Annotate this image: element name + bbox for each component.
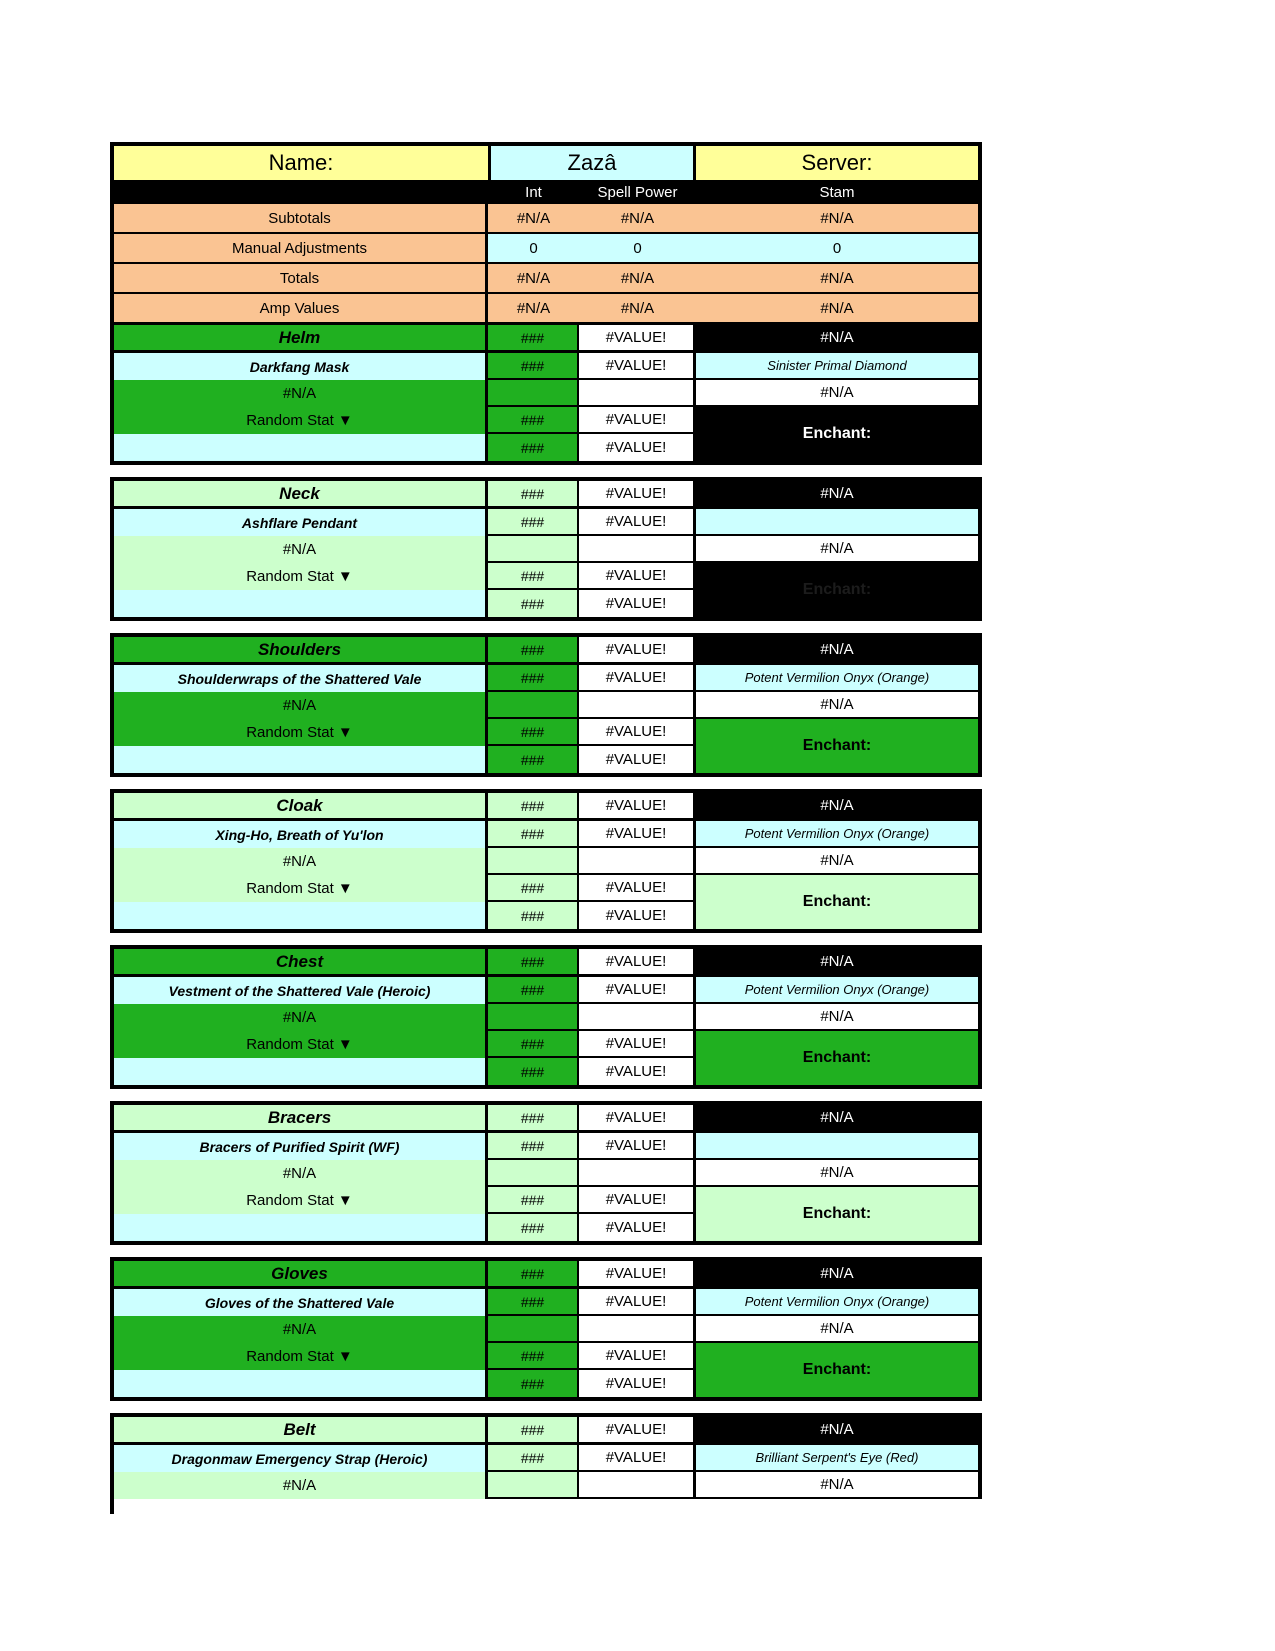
spell-power-empty-cell (579, 380, 696, 407)
spell-power-cell: #VALUE! (579, 563, 696, 590)
int-cell: ### (488, 1031, 579, 1058)
na-value-cell: #N/A (696, 1004, 978, 1031)
stam-cell: #N/A (696, 793, 978, 821)
stam-cell: #N/A (696, 325, 978, 353)
enchant-cell[interactable]: Enchant: (696, 875, 978, 929)
item-name-cell[interactable]: Xing-Ho, Breath of Yu'lon (114, 821, 488, 848)
section-title: Chest (114, 949, 488, 977)
spell-power-cell: #VALUE! (579, 949, 696, 977)
gear-section-helm (114, 325, 978, 461)
spell-power-cell: #VALUE! (579, 902, 696, 929)
na-value-cell: #N/A (696, 1472, 978, 1499)
random-stat-dropdown[interactable]: Random Stat ▼ (114, 1031, 488, 1058)
blank-cell[interactable] (114, 1058, 488, 1085)
int-cell: ### (488, 1370, 579, 1397)
int-empty-cell (488, 1316, 579, 1343)
int-cell: ### (488, 1058, 579, 1085)
item-name-cell[interactable]: Ashflare Pendant (114, 509, 488, 536)
blank-cell[interactable] (114, 1370, 488, 1397)
int-cell: ### (488, 875, 579, 902)
section-title: Belt (114, 1417, 488, 1445)
gem-cell[interactable]: Brilliant Serpent's Eye (Red) (696, 1445, 978, 1472)
spell-power-cell: #VALUE! (579, 407, 696, 434)
blank-cell[interactable] (114, 1214, 488, 1241)
blank-cell[interactable] (114, 746, 488, 773)
int-cell: ### (488, 563, 579, 590)
column-header-int: Int (525, 183, 542, 201)
na-label-cell: #N/A (114, 1472, 488, 1499)
spell-power-empty-cell (579, 1160, 696, 1187)
int-empty-cell (488, 1160, 579, 1187)
blank-cell[interactable] (114, 434, 488, 461)
spell-power-empty-cell (579, 692, 696, 719)
spell-power-cell: #VALUE! (579, 977, 696, 1004)
gem-cell[interactable]: Potent Vermilion Onyx (Orange) (696, 821, 978, 848)
spell-power-cell: #VALUE! (579, 1058, 696, 1085)
summary-value-cell[interactable]: 0 (488, 234, 579, 262)
stat-columns-header (114, 180, 978, 204)
int-empty-cell (488, 380, 579, 407)
section-title: Cloak (114, 793, 488, 821)
spell-power-cell: #VALUE! (579, 746, 696, 773)
summary-row (114, 292, 978, 322)
summary-value-cell: #N/A (579, 264, 696, 292)
na-label-cell: #N/A (114, 1160, 488, 1187)
na-label-cell: #N/A (114, 692, 488, 719)
int-cell: ### (488, 1261, 579, 1289)
int-cell: ### (488, 1133, 579, 1160)
int-cell: ### (488, 637, 579, 665)
na-value-cell: #N/A (696, 848, 978, 875)
enchant-cell[interactable]: Enchant: (696, 1343, 978, 1397)
column-header-stam: Stam (819, 183, 855, 201)
item-name-cell[interactable]: Vestment of the Shattered Vale (Heroic) (114, 977, 488, 1004)
int-cell: ### (488, 407, 579, 434)
section-title: Gloves (114, 1261, 488, 1289)
na-label-cell: #N/A (114, 536, 488, 563)
na-value-cell: #N/A (696, 1160, 978, 1187)
enchant-cell[interactable]: Enchant: (696, 1031, 978, 1085)
summary-value-cell: #N/A (696, 294, 978, 322)
enchant-cell[interactable]: Enchant: (696, 1187, 978, 1241)
summary-value-cell[interactable]: 0 (696, 234, 978, 262)
stam-cell: #N/A (696, 1417, 978, 1445)
gear-section-chest (110, 945, 982, 1089)
int-empty-cell (488, 692, 579, 719)
column-header-spell-power: Spell Power (597, 183, 678, 201)
int-cell: ### (488, 353, 579, 380)
summary-value-cell: #N/A (488, 294, 579, 322)
spell-power-cell: #VALUE! (579, 325, 696, 353)
gear-section-bracers (110, 1101, 982, 1245)
stam-cell: #N/A (696, 1261, 978, 1289)
int-empty-cell (488, 536, 579, 563)
random-stat-dropdown[interactable]: Random Stat ▼ (114, 719, 488, 746)
summary-row-label: Subtotals (114, 204, 488, 232)
item-name-cell[interactable]: Darkfang Mask (114, 353, 488, 380)
int-cell: ### (488, 1289, 579, 1316)
gear-section-gloves (110, 1257, 982, 1401)
gear-section-neck (110, 477, 982, 621)
spell-power-cell: #VALUE! (579, 1133, 696, 1160)
enchant-cell[interactable]: Enchant: (696, 719, 978, 773)
item-name-cell[interactable]: Bracers of Purified Spirit (WF) (114, 1133, 488, 1160)
blank-cell[interactable] (114, 590, 488, 617)
summary-row-label: Manual Adjustments (114, 234, 488, 262)
int-cell: ### (488, 481, 579, 509)
gear-section-cloak (110, 789, 982, 933)
spell-power-cell: #VALUE! (579, 1105, 696, 1133)
summary-value-cell: #N/A (579, 204, 696, 232)
summary-block (110, 142, 982, 465)
enchant-cell[interactable]: Enchant: (696, 407, 978, 461)
summary-value-cell[interactable]: 0 (579, 234, 696, 262)
spell-power-cell: #VALUE! (579, 434, 696, 461)
summary-value-cell: #N/A (696, 204, 978, 232)
random-stat-dropdown[interactable]: Random Stat ▼ (114, 875, 488, 902)
random-stat-dropdown[interactable]: Random Stat ▼ (114, 563, 488, 590)
section-title: Shoulders (114, 637, 488, 665)
stat-sheet (110, 142, 982, 1514)
summary-row-label: Amp Values (114, 294, 488, 322)
name-row (114, 146, 978, 180)
na-value-cell: #N/A (696, 692, 978, 719)
int-empty-cell (488, 848, 579, 875)
spell-power-cell: #VALUE! (579, 1261, 696, 1289)
spell-power-cell: #VALUE! (579, 665, 696, 692)
na-label-cell: #N/A (114, 380, 488, 407)
int-cell: ### (488, 509, 579, 536)
summary-row (114, 232, 978, 262)
section-title: Helm (114, 325, 488, 353)
summary-row (114, 204, 978, 232)
server-label-cell: Server: (696, 146, 978, 180)
int-cell: ### (488, 821, 579, 848)
na-value-cell: #N/A (696, 1316, 978, 1343)
na-label-cell: #N/A (114, 1004, 488, 1031)
gem-cell[interactable]: Sinister Primal Diamond (696, 353, 978, 380)
int-cell: ### (488, 1417, 579, 1445)
gem-cell[interactable]: Potent Vermilion Onyx (Orange) (696, 977, 978, 1004)
spell-power-cell: #VALUE! (579, 1445, 696, 1472)
spell-power-cell: #VALUE! (579, 481, 696, 509)
spell-power-cell: #VALUE! (579, 875, 696, 902)
spell-power-cell: #VALUE! (579, 353, 696, 380)
int-empty-cell (488, 1472, 579, 1499)
summary-row (114, 262, 978, 292)
summary-value-cell: #N/A (488, 204, 579, 232)
gem-cell[interactable]: Potent Vermilion Onyx (Orange) (696, 665, 978, 692)
int-cell: ### (488, 902, 579, 929)
random-stat-dropdown[interactable]: Random Stat ▼ (114, 1187, 488, 1214)
spell-power-cell: #VALUE! (579, 509, 696, 536)
int-cell: ### (488, 325, 579, 353)
int-cell: ### (488, 746, 579, 773)
spell-power-cell: #VALUE! (579, 590, 696, 617)
summary-value-cell: #N/A (696, 264, 978, 292)
enchant-cell[interactable]: Enchant: (696, 563, 978, 617)
spell-power-cell: #VALUE! (579, 793, 696, 821)
stam-cell: #N/A (696, 1105, 978, 1133)
section-title: Neck (114, 481, 488, 509)
int-cell: ### (488, 1214, 579, 1241)
gear-section-belt (110, 1413, 982, 1499)
int-cell: ### (488, 665, 579, 692)
table-border-stub (110, 1499, 114, 1514)
random-stat-dropdown[interactable]: Random Stat ▼ (114, 407, 488, 434)
random-stat-dropdown[interactable]: Random Stat ▼ (114, 1343, 488, 1370)
item-name-cell[interactable]: Dragonmaw Emergency Strap (Heroic) (114, 1445, 488, 1472)
int-cell: ### (488, 590, 579, 617)
spell-power-cell: #VALUE! (579, 1417, 696, 1445)
spell-power-cell: #VALUE! (579, 1214, 696, 1241)
blank-cell[interactable] (114, 902, 488, 929)
summary-value-cell: #N/A (488, 264, 579, 292)
stam-cell: #N/A (696, 481, 978, 509)
int-cell: ### (488, 1187, 579, 1214)
item-name-cell[interactable]: Shoulderwraps of the Shattered Vale (114, 665, 488, 692)
spell-power-empty-cell (579, 1004, 696, 1031)
int-cell: ### (488, 977, 579, 1004)
stam-cell: #N/A (696, 949, 978, 977)
spell-power-cell: #VALUE! (579, 821, 696, 848)
spell-power-cell: #VALUE! (579, 1370, 696, 1397)
summary-row-label: Totals (114, 264, 488, 292)
int-cell: ### (488, 719, 579, 746)
na-label-cell: #N/A (114, 1316, 488, 1343)
spell-power-empty-cell (579, 848, 696, 875)
int-cell: ### (488, 793, 579, 821)
spell-power-cell: #VALUE! (579, 1289, 696, 1316)
spell-power-cell: #VALUE! (579, 1343, 696, 1370)
spell-power-empty-cell (579, 1472, 696, 1499)
spell-power-empty-cell (579, 536, 696, 563)
stam-cell: #N/A (696, 637, 978, 665)
int-cell: ### (488, 1343, 579, 1370)
int-cell: ### (488, 949, 579, 977)
int-cell: ### (488, 1105, 579, 1133)
gem-cell[interactable] (696, 509, 978, 536)
summary-value-cell: #N/A (579, 294, 696, 322)
section-title: Bracers (114, 1105, 488, 1133)
spell-power-cell: #VALUE! (579, 1031, 696, 1058)
item-name-cell[interactable]: Gloves of the Shattered Vale (114, 1289, 488, 1316)
gem-cell[interactable] (696, 1133, 978, 1160)
name-label-cell: Name: (114, 146, 488, 180)
gear-section-shoulders (110, 633, 982, 777)
gem-cell[interactable]: Potent Vermilion Onyx (Orange) (696, 1289, 978, 1316)
spell-power-cell: #VALUE! (579, 1187, 696, 1214)
int-cell: ### (488, 434, 579, 461)
na-label-cell: #N/A (114, 848, 488, 875)
columns-header-spacer (114, 180, 488, 204)
na-value-cell: #N/A (696, 536, 978, 563)
spell-power-empty-cell (579, 1316, 696, 1343)
na-value-cell: #N/A (696, 380, 978, 407)
spell-power-cell: #VALUE! (579, 719, 696, 746)
spell-power-cell: #VALUE! (579, 637, 696, 665)
int-empty-cell (488, 1004, 579, 1031)
character-name-cell[interactable]: Zazâ (488, 146, 696, 180)
int-cell: ### (488, 1445, 579, 1472)
